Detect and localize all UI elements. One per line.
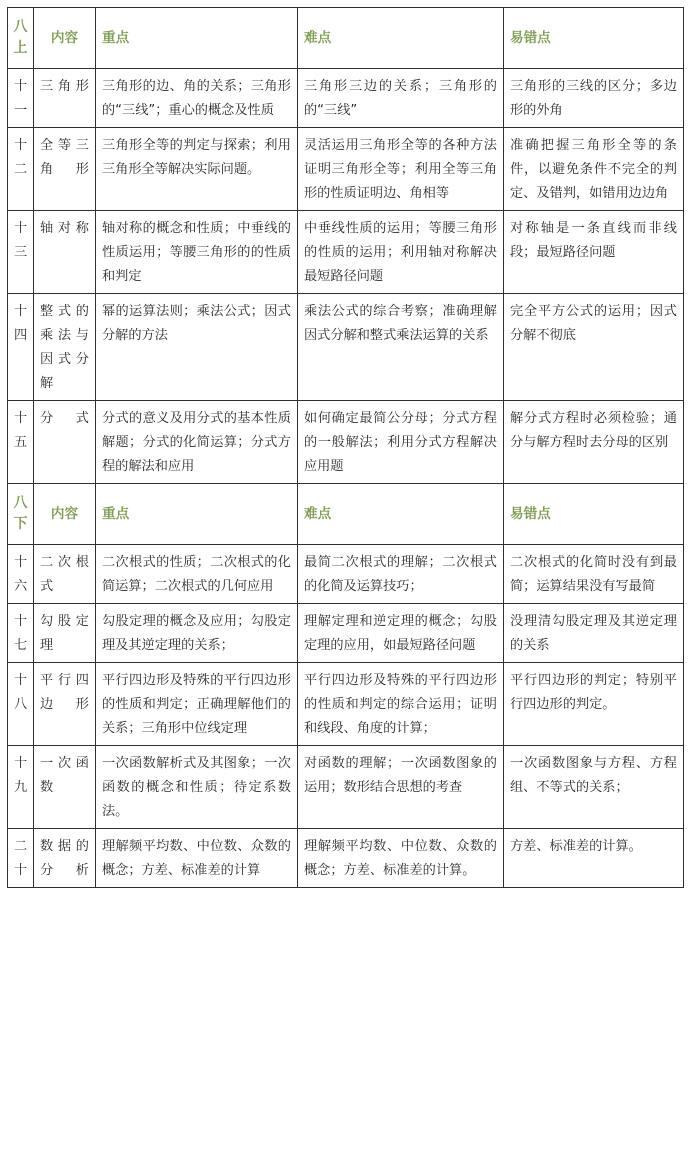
- key-points-cell-text: 勾股定理的概念及应用；勾股定理及其逆定理的关系；: [102, 614, 291, 654]
- error-prone-points-cell-text: 解分式方程时必须检验；通分与解方程时去分母的区别: [510, 411, 677, 451]
- error-prone-points-cell-text: 完全平方公式的运用；因式分解不彻底: [510, 304, 677, 344]
- topic-name-text: 二次根式: [40, 555, 89, 595]
- table-row: [8, 829, 684, 888]
- difficult-points-cell: [298, 829, 504, 888]
- chapter-number-cell: 十一: [8, 69, 34, 128]
- difficult-points-cell: [298, 211, 504, 294]
- topic-name-text: 勾股定理: [40, 614, 89, 654]
- error-prone-points-cell: [504, 829, 684, 888]
- difficult-points-cell: [298, 545, 504, 604]
- key-points-cell: [96, 401, 298, 484]
- key-points-cell-text: 平行四边形及特殊的平行四边形的性质和判定；正确理解他们的关系；三角形中位线定理: [102, 673, 291, 737]
- table-row: [8, 128, 684, 211]
- difficult-points-cell: [298, 69, 504, 128]
- topic-name-cell: [34, 69, 96, 128]
- error-prone-points-cell-text: 没理清勾股定理及其逆定理的关系: [510, 614, 677, 654]
- chapter-number-cell: 十七: [8, 604, 34, 663]
- syllabus-body: [8, 8, 684, 888]
- difficult-points-cell: [298, 401, 504, 484]
- error-prone-points-cell: [504, 663, 684, 746]
- table-row: [8, 746, 684, 829]
- table-row: [8, 545, 684, 604]
- term-label-line2: 下: [13, 516, 28, 533]
- difficult-points-cell-text: 三角形三边的关系；三角形的的“三线”: [304, 79, 497, 119]
- key-points-cell: [96, 545, 298, 604]
- table-row: [8, 401, 684, 484]
- column-header-difficult-points: 难点: [298, 8, 504, 69]
- difficult-points-cell: [298, 294, 504, 401]
- topic-name-text: 数据的分析: [40, 839, 89, 879]
- topic-name-cell: [34, 294, 96, 401]
- column-header-error-prone-points: 易错点: [504, 8, 684, 69]
- error-prone-points-cell: [504, 401, 684, 484]
- error-prone-points-cell-text: 方差、标准差的计算。: [510, 839, 642, 855]
- chapter-number-cell: 十二: [8, 128, 34, 211]
- topic-name-cell: [34, 604, 96, 663]
- topic-name-cell: [34, 128, 96, 211]
- error-prone-points-cell: [504, 128, 684, 211]
- key-points-cell: [96, 746, 298, 829]
- section-header-row: [8, 8, 684, 69]
- difficult-points-cell-text: 灵活运用三角形全等的各种方法证明三角形全等；利用全等三角形的性质证明边、角相等: [304, 138, 497, 202]
- chapter-number-cell: 二十: [8, 829, 34, 888]
- column-header-key-points: 重点: [96, 484, 298, 545]
- column-header-content: 内容: [34, 8, 96, 69]
- table-row: [8, 211, 684, 294]
- term-label-line1: 八: [13, 495, 28, 512]
- error-prone-points-cell-text: 一次函数图象与方程、方程组、不等式的关系；: [510, 756, 677, 796]
- key-points-cell-text: 幂的运算法则；乘法公式；因式分解的方法: [102, 304, 291, 344]
- table-row: [8, 294, 684, 401]
- column-header-difficult-points: 难点: [298, 484, 504, 545]
- chapter-number-cell: 十三: [8, 211, 34, 294]
- error-prone-points-cell: [504, 69, 684, 128]
- key-points-cell: [96, 663, 298, 746]
- difficult-points-cell: [298, 663, 504, 746]
- key-points-cell-text: 三角形的边、角的关系；三角形的“三线”；重心的概念及性质: [102, 79, 291, 119]
- chapter-number-cell: 十六: [8, 545, 34, 604]
- column-header-content: 内容: [34, 484, 96, 545]
- chapter-number-cell: 十九: [8, 746, 34, 829]
- topic-name-text: 轴对称: [40, 221, 89, 237]
- syllabus-table: [7, 7, 684, 888]
- difficult-points-cell: [298, 604, 504, 663]
- difficult-points-cell-text: 平行四边形及特殊的平行四边形的性质和判定的综合运用；证明和线段、角度的计算；: [304, 673, 497, 737]
- difficult-points-cell-text: 最简二次根式的理解；二次根式的化简及运算技巧；: [304, 555, 497, 595]
- key-points-cell-text: 理解频平均数、中位数、众数的概念；方差、标准差的计算: [102, 839, 291, 879]
- column-header-error-prone-points: 易错点: [504, 484, 684, 545]
- key-points-cell-text: 分式的意义及用分式的基本性质解题；分式的化简运算；分式方程的解法和应用: [102, 411, 291, 475]
- key-points-cell-text: 三角形全等的判定与探索；利用三角形全等解决实际问题。: [102, 138, 291, 178]
- topic-name-text: 全等三角形: [40, 138, 89, 178]
- term-label-line1: 八: [13, 19, 28, 35]
- key-points-cell-text: 二次根式的性质；二次根式的化简运算；二次根式的几何应用: [102, 555, 291, 595]
- topic-name-cell: [34, 829, 96, 888]
- error-prone-points-cell-text: 对称轴是一条直线而非线段；最短路径问题: [510, 221, 677, 261]
- key-points-cell-text: 一次函数解析式及其图象；一次函数的概念和性质；待定系数法。: [102, 756, 291, 820]
- topic-name-text: 三角形: [40, 79, 89, 94]
- error-prone-points-cell-text: 准确把握三角形全等的条件，以避免条件不完全的判定、及错判，如错用边边角: [510, 138, 677, 202]
- topic-name-cell: [34, 663, 96, 746]
- error-prone-points-cell: [504, 746, 684, 829]
- difficult-points-cell-text: 如何确定最简公分母；分式方程的一般解法；利用分式方程解决应用题: [304, 411, 497, 475]
- difficult-points-cell-text: 乘法公式的综合考察；准确理解因式分解和整式乘法运算的关系: [304, 304, 497, 344]
- topic-name-text: 整式的乘法与因式分解: [40, 304, 89, 392]
- column-header-key-points: 重点: [96, 8, 298, 69]
- error-prone-points-cell-text: 三角形的三线的区分；多边形的外角: [510, 79, 677, 119]
- topic-name-cell: [34, 545, 96, 604]
- difficult-points-cell: [298, 746, 504, 829]
- topic-name-text: 平行四边形: [40, 673, 89, 713]
- table-row: [8, 69, 684, 128]
- key-points-cell-text: 轴对称的概念和性质；中垂线的性质运用；等腰三角形的的性质和判定: [102, 221, 291, 285]
- topic-name-cell: [34, 211, 96, 294]
- term-label-line2: 上: [13, 40, 28, 56]
- key-points-cell: [96, 294, 298, 401]
- error-prone-points-cell-text: 平行四边形的判定；特别平行四边形的判定。: [510, 673, 677, 713]
- term-label-cell: [8, 8, 34, 69]
- error-prone-points-cell-text: 二次根式的化简时没有到最简；运算结果没有写最简: [510, 555, 677, 595]
- section-header-row: [8, 484, 684, 545]
- key-points-cell: [96, 211, 298, 294]
- key-points-cell: [96, 69, 298, 128]
- table-row: [8, 604, 684, 663]
- difficult-points-cell-text: 理解定理和逆定理的概念；勾股定理的应用，如最短路径问题: [304, 614, 497, 654]
- key-points-cell: [96, 128, 298, 211]
- chapter-number-cell: 十八: [8, 663, 34, 746]
- topic-name-text: 分式: [40, 411, 89, 427]
- key-points-cell: [96, 604, 298, 663]
- error-prone-points-cell: [504, 545, 684, 604]
- topic-name-cell: [34, 401, 96, 484]
- table-row: [8, 663, 684, 746]
- topic-name-text: 一次函数: [40, 756, 89, 796]
- error-prone-points-cell: [504, 604, 684, 663]
- difficult-points-cell-text: 理解频平均数、中位数、众数的概念；方差、标准差的计算。: [304, 839, 497, 879]
- difficult-points-cell-text: 对函数的理解；一次函数图象的运用；数形结合思想的考查: [304, 756, 497, 796]
- key-points-cell: [96, 829, 298, 888]
- difficult-points-cell-text: 中垂线性质的运用；等腰三角形的性质的运用；利用轴对称解决最短路径问题: [304, 221, 497, 285]
- topic-name-cell: [34, 746, 96, 829]
- error-prone-points-cell: [504, 211, 684, 294]
- difficult-points-cell: [298, 128, 504, 211]
- term-label-cell: [8, 484, 34, 545]
- error-prone-points-cell: [504, 294, 684, 401]
- chapter-number-cell: 十四: [8, 294, 34, 401]
- chapter-number-cell: 十五: [8, 401, 34, 484]
